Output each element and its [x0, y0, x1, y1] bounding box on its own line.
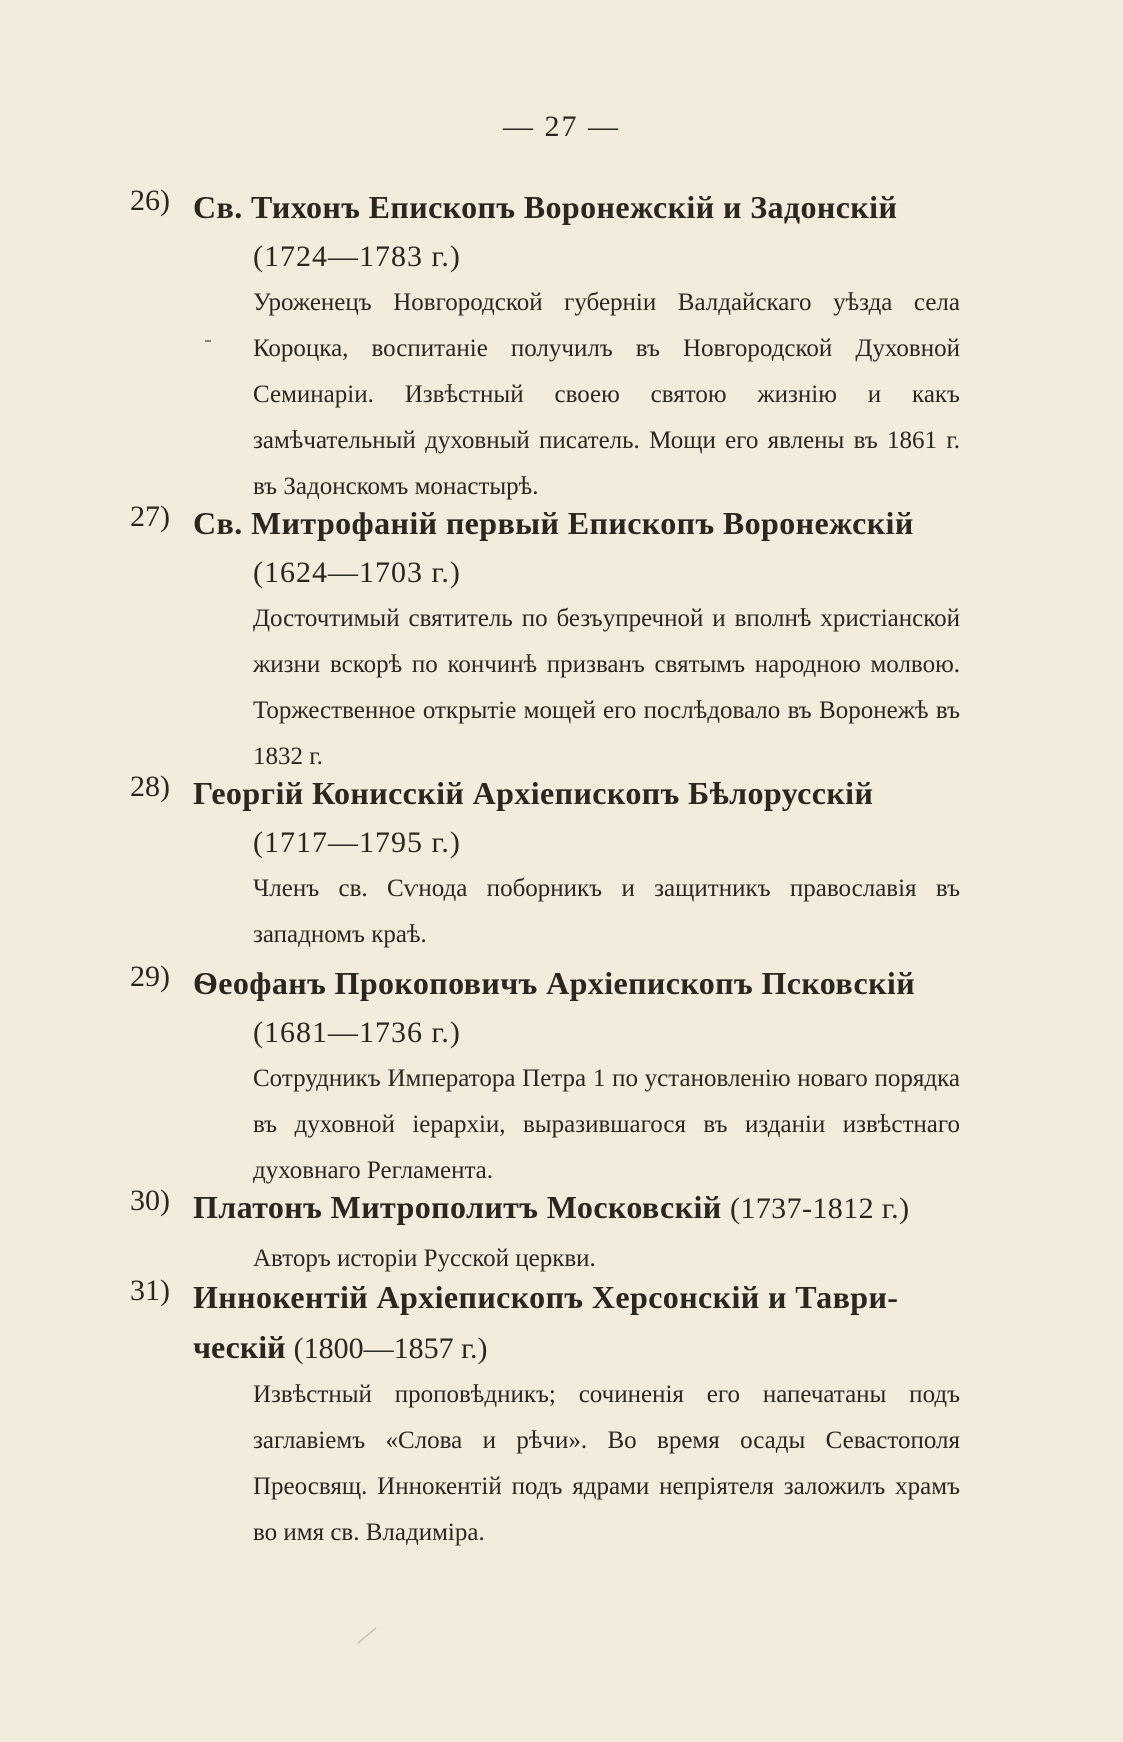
entry-title: Иннокентій Архіепископъ Херсонскій и Таври-	[193, 1279, 899, 1315]
entry-26	[130, 180, 960, 510]
entry-years: (1737-1812 г.)	[729, 1192, 910, 1225]
entry-27	[130, 496, 960, 780]
entry-number: 29)	[130, 960, 170, 993]
entry-years: (1717—1795 г.)	[253, 826, 461, 859]
entry-title-text: Платонъ Митрополитъ Московскій	[193, 1189, 722, 1225]
entry-years: (1724—1783 г.)	[253, 240, 461, 273]
print-speck	[357, 1627, 376, 1643]
entry-title-continuation	[193, 1324, 960, 1372]
entry-31	[130, 1270, 960, 1556]
entry-number: 27)	[130, 500, 170, 533]
entry-years: (1681—1736 г.)	[253, 1016, 461, 1049]
page-number: — 27 —	[503, 110, 620, 143]
entry-28	[130, 766, 960, 958]
entry-29	[130, 956, 960, 1194]
entry-text: Извѣстный проповѣдникъ; сочиненія его напечатаны подъ заглавіемъ «Слова и рѣчи». Во время осады Севастополя Преосвящ. Иннокентій подъ ядрами непріятеля заложилъ храмъ во имя св. Владиміра.	[253, 1381, 960, 1546]
entry-title: Св. Митрофаній первый Епископъ Воронежскій	[193, 505, 914, 541]
entry-title: Георгій Конисскій Архіепископъ Бѣлорусскій	[193, 775, 874, 811]
entry-years: (1624—1703 г.)	[253, 556, 461, 589]
entry-text: Сотрудникъ Императора Петра 1 по установленію новаго порядка въ духовной іерархіи, выразившагося въ изданіи извѣстнаго духовнаго Регламента.	[253, 1065, 960, 1184]
entry-years: (1800—1857 г.)	[293, 1332, 488, 1365]
print-speck	[205, 340, 211, 342]
entry-title	[193, 1180, 960, 1236]
entry-title: Ѳеофанъ Прокоповичъ Архіепископъ Псковскій	[193, 965, 916, 1001]
entry-text: Авторъ исторіи Русской церкви.	[253, 1245, 596, 1272]
entry-title-text: ческій	[193, 1329, 286, 1365]
entry-text: Уроженецъ Новгородской губерніи Валдайскаго уѣзда села Короцка, воспитаніе получилъ въ Новгородской Духовной Семинаріи. Извѣстный своею святою жизнію и какъ замѣчательный духовный писатель. Мощи его явлены въ 1861 г. въ Задонскомъ монастырѣ.	[253, 289, 960, 500]
entry-number: 31)	[130, 1274, 170, 1307]
entry-number: 26)	[130, 184, 170, 217]
entry-title: Св. Тихонъ Епископъ Воронежскій и Задонскій	[193, 189, 898, 225]
entry-30	[130, 1180, 960, 1282]
entry-text: Членъ св. Сѵнода поборникъ и защитникъ православія въ западномъ краѣ.	[253, 875, 960, 948]
entry-text: Досточтимый святитель по безъупречной и вполнѣ христіанской жизни вскорѣ по кончинѣ призванъ святымъ народною молвою. Торжественное открытіе мощей его послѣдовало въ Воронежѣ въ 1832 г.	[253, 605, 960, 770]
entry-number: 28)	[130, 770, 170, 803]
entry-number: 30)	[130, 1184, 170, 1217]
